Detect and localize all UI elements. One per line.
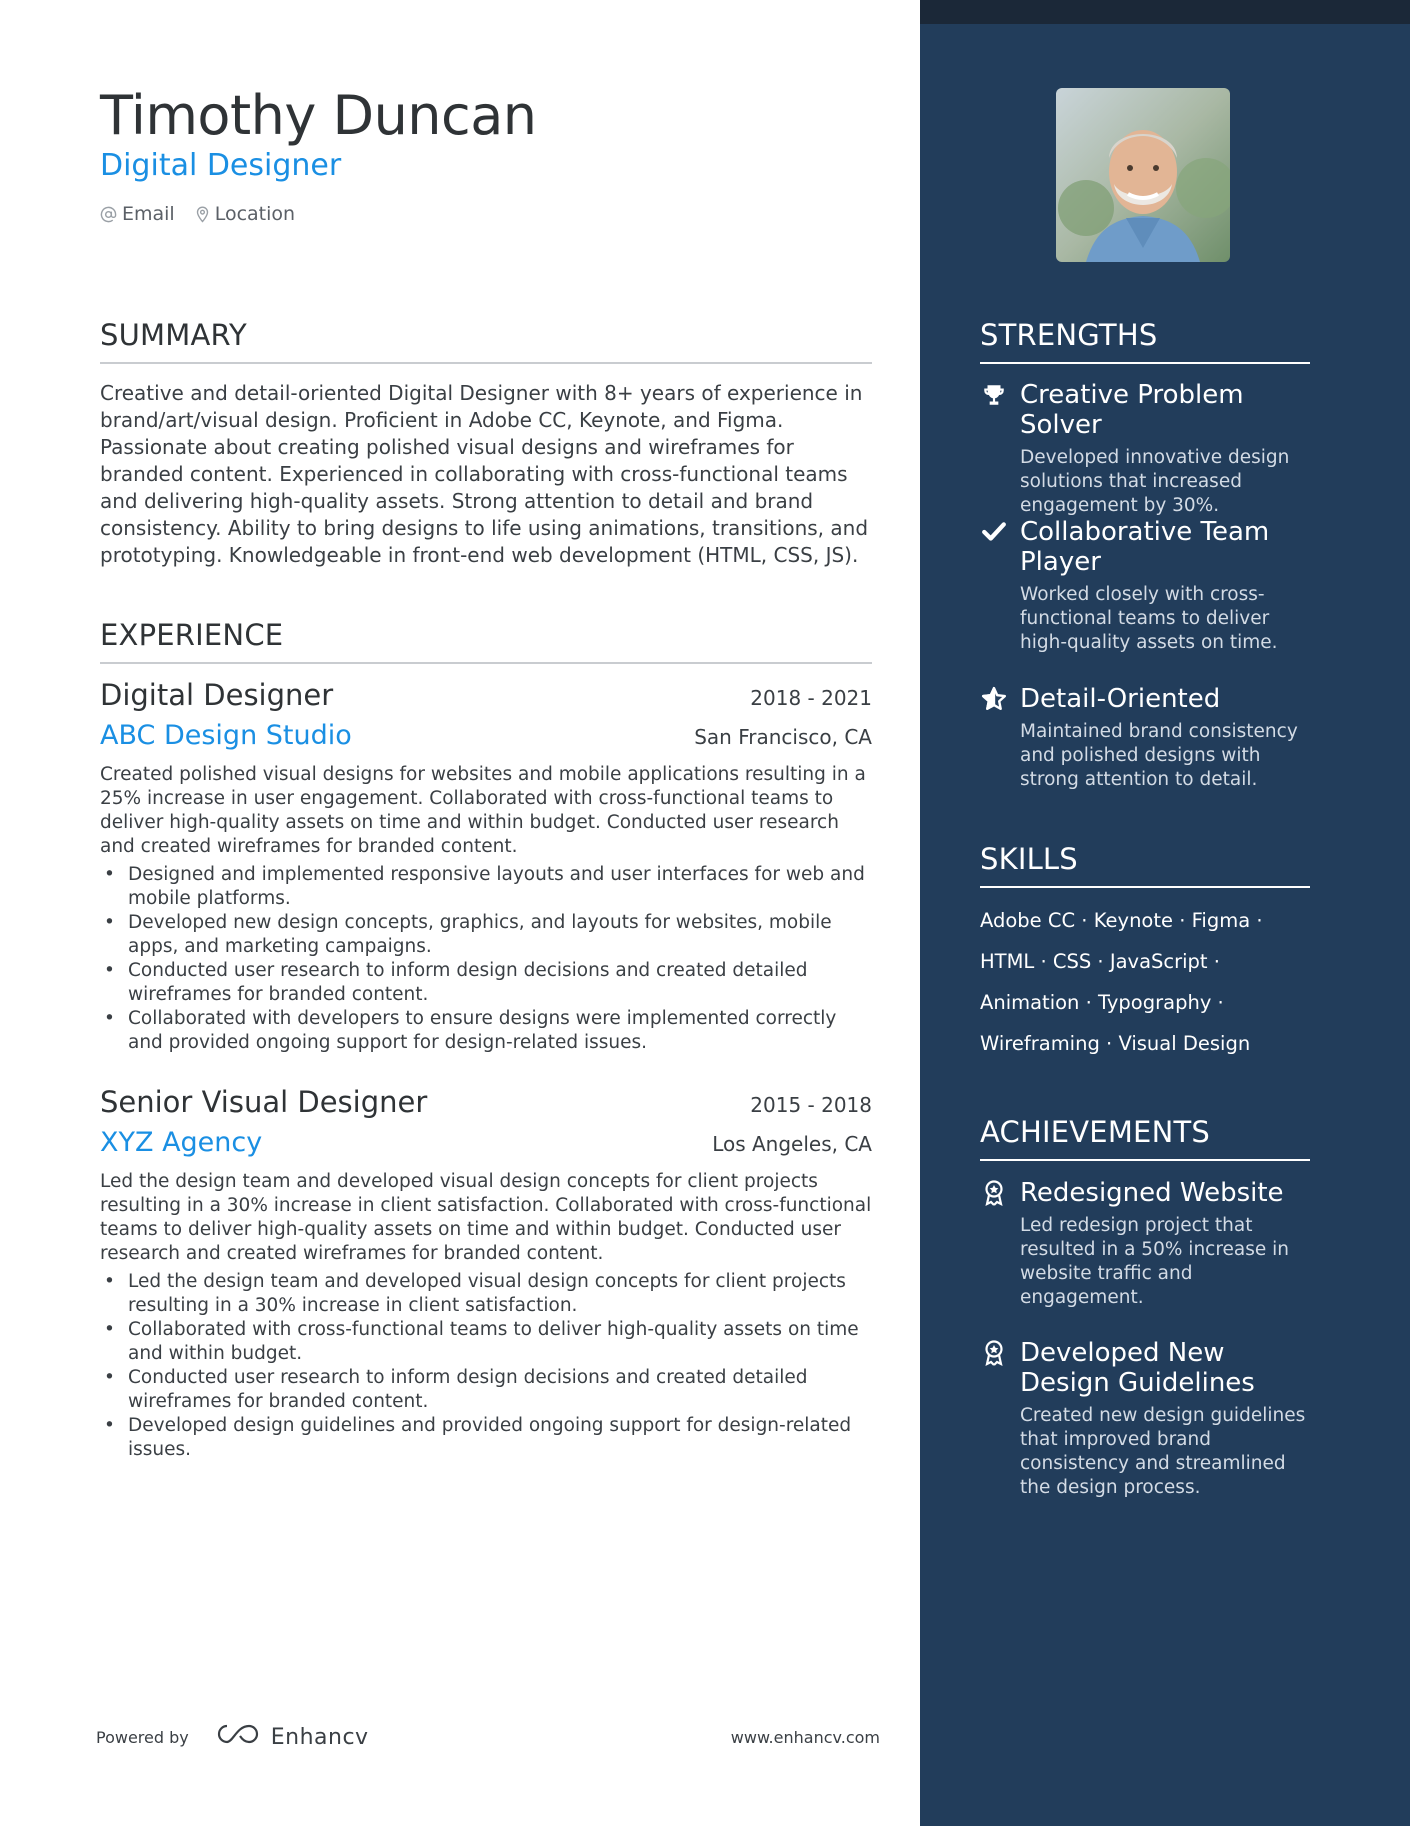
skill-tag: Figma · (1191, 909, 1263, 932)
award-icon (980, 1178, 1008, 1208)
strength-title: Collaborative Team Player (1020, 517, 1270, 577)
job-location: San Francisco, CA (694, 725, 872, 749)
resume-sidebar (920, 0, 1410, 1826)
achievement-title: Redesigned Website (1020, 1178, 1284, 1208)
job-bullets (100, 1270, 872, 1462)
infinity-logo-icon (215, 1722, 261, 1752)
job-entry (100, 678, 872, 1055)
sidebar-top-bar (920, 0, 1410, 24)
summary-heading: SUMMARY (100, 318, 872, 364)
job-bullet: • Led the design team and developed visual design concepts for client projects resulting in a 30% increase in client satisfaction. (100, 1270, 872, 1318)
job-bullet: • Collaborated with cross-functional teams to deliver high-quality assets on time and within budget. (100, 1318, 872, 1366)
summary-text: Creative and detail-oriented Digital Designer with 8+ years of experience in brand/art/visual design. Proficient in Adobe CC, Keynote, and Figma. Passionate about creating polished visual designs and wireframes for branded content. Experienced in collaborating with cross-functional teams and delivering high-quality assets. Strong attention to detail and brand consistency. Ability to bring designs to life using animations, transitions, and prototyping. Knowledgeable in front-end web development (HTML, CSS, JS). (100, 381, 869, 567)
skill-tag: Animation · (980, 991, 1099, 1014)
skill-tag: Adobe CC · (980, 909, 1094, 932)
job-company: ABC Design Studio (100, 720, 352, 751)
job-bullets (100, 863, 872, 1055)
job-dates: 2015 - 2018 (750, 1093, 872, 1117)
strength-description: Worked closely with cross-functional teams to deliver high-quality assets on time. (1020, 584, 1278, 653)
job-bullet: • Collaborated with developers to ensure designs were implemented correctly and provided ongoing support for design-related issues. (100, 1007, 872, 1055)
award-icon (980, 1338, 1008, 1368)
skill-tag: JavaScript · (1109, 950, 1220, 973)
skill-tag: HTML · (980, 950, 1053, 973)
contact-row (100, 203, 295, 225)
experience-heading: EXPERIENCE (100, 618, 872, 664)
achievements-heading: ACHIEVEMENTS (980, 1115, 1310, 1161)
job-bullet: • Developed design guidelines and provided ongoing support for design-related issues. (100, 1414, 872, 1462)
achievement-item (980, 1178, 1320, 1310)
job-bullet: • Designed and implemented responsive layouts and user interfaces for web and mobile platforms. (100, 863, 872, 911)
profile-photo (1056, 88, 1230, 262)
location-label: Location (214, 203, 296, 225)
skill-tag: Wireframing · (980, 1032, 1119, 1055)
skill-tag: Keynote · (1093, 909, 1192, 932)
map-pin-icon (195, 205, 210, 223)
strength-description: Maintained brand consistency and polished designs with strong attention to detail. (1020, 721, 1298, 790)
strengths-heading: STRENGTHS (980, 318, 1310, 364)
job-dates: 2018 - 2021 (750, 686, 872, 710)
email-contact[interactable] (100, 203, 175, 225)
job-location: Los Angeles, CA (712, 1132, 872, 1156)
footer (96, 1722, 880, 1752)
skill-tag: Typography · (1098, 991, 1224, 1014)
job-entry (100, 1085, 872, 1462)
strength-item (980, 684, 1320, 792)
strength-item (980, 517, 1320, 655)
skill-tag: Visual Design (1118, 1032, 1251, 1055)
website-link[interactable]: www.enhancv.com (730, 1727, 880, 1747)
job-bullet: • Developed new design concepts, graphics, and layouts for websites, mobile apps, and marketing campaigns. (100, 911, 872, 959)
skill-tag: CSS · (1052, 950, 1110, 973)
job-bullet: • Conducted user research to inform design decisions and created detailed wireframes for branded content. (100, 959, 872, 1007)
enhancv-logo[interactable] (215, 1722, 369, 1752)
brand-name: Enhancv (270, 1724, 369, 1750)
email-label: Email (122, 203, 175, 225)
job-title: Digital Designer (100, 678, 334, 712)
achievement-item (980, 1338, 1320, 1500)
at-icon (100, 206, 117, 223)
strength-title: Creative Problem Solver (1020, 380, 1244, 440)
trophy-icon (980, 380, 1008, 410)
achievement-description: Created new design guidelines that improved brand consistency and streamlined the design process. (1020, 1405, 1306, 1498)
strength-title: Detail-Oriented (1020, 684, 1221, 714)
job-bullet: • Conducted user research to inform design decisions and created detailed wireframes for branded content. (100, 1366, 872, 1414)
strength-description: Developed innovative design solutions that increased engagement by 30%. (1020, 447, 1290, 516)
achievement-description: Led redesign project that resulted in a 50% increase in website traffic and engagement. (1020, 1215, 1290, 1308)
achievement-title: Developed New Design Guidelines (1020, 1338, 1255, 1398)
strength-item (980, 380, 1320, 518)
skills-heading: SKILLS (980, 842, 1310, 888)
job-title: Senior Visual Designer (100, 1085, 428, 1119)
job-description: Led the design team and developed visual design concepts for client projects resulting in a 30% increase in client satisfaction. Collaborated with cross-functional teams to deliver high-quality assets on time and within budget. Conducted user research and created wireframes for branded content. (100, 1171, 872, 1264)
powered-by (96, 1722, 369, 1752)
powered-by-label: Powered by (96, 1727, 189, 1747)
job-description: Created polished visual designs for websites and mobile applications resulting in a 25% increase in user engagement. Collaborated with cross-functional teams to deliver high-quality assets on time and within budget. Conducted user research and created wireframes for branded content. (100, 764, 866, 857)
checkmark-icon (980, 517, 1008, 547)
candidate-name: Timothy Duncan (100, 84, 537, 147)
skills-list (980, 900, 1340, 1064)
job-company: XYZ Agency (100, 1127, 263, 1158)
star-icon (980, 684, 1008, 714)
candidate-role: Digital Designer (100, 148, 342, 183)
location-contact[interactable] (195, 203, 295, 225)
